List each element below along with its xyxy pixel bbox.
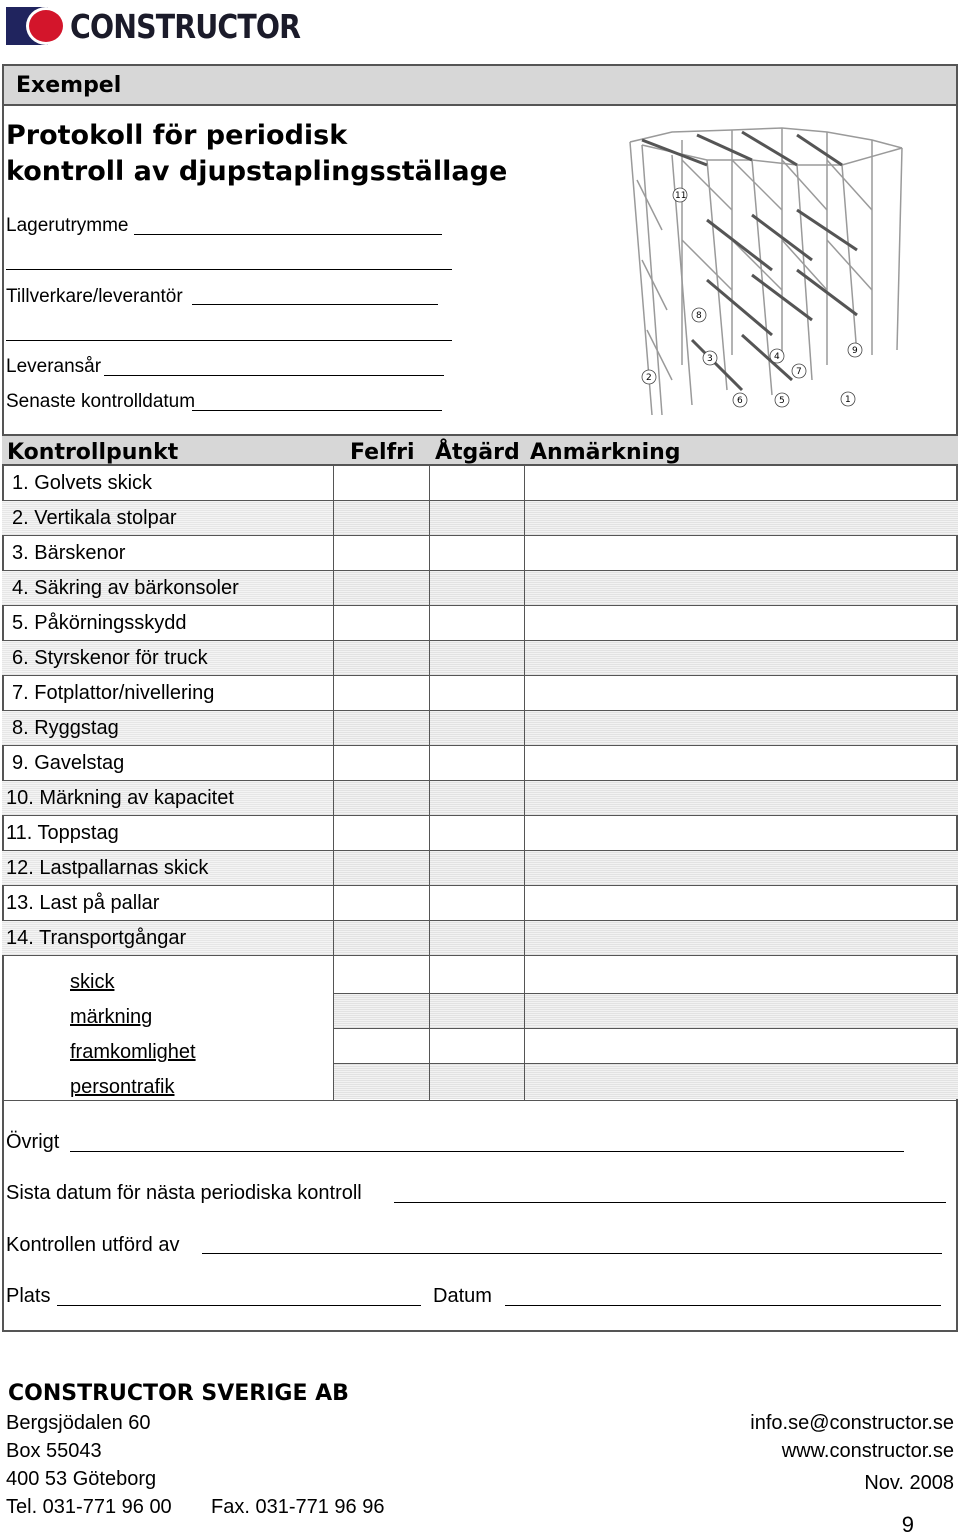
ovrigt-label: Övrigt (6, 1131, 60, 1153)
datum-field[interactable] (505, 1305, 941, 1306)
sista-datum-field[interactable] (394, 1202, 946, 1203)
subrow-label: persontrafik (70, 1076, 175, 1098)
footer-address1: Bergsjödalen 60 (6, 1412, 151, 1434)
row-cells[interactable] (333, 536, 958, 570)
subrow-cells[interactable] (333, 1064, 958, 1099)
row-label: 10. Märkning av kapacitet (6, 787, 234, 809)
table-row (2, 921, 958, 956)
row-label: 1. Golvets skick (12, 472, 153, 494)
subrow-label: skick (70, 971, 115, 993)
footer-web[interactable]: www.constructor.se (781, 1440, 954, 1462)
svg-text:3: 3 (707, 354, 713, 364)
svg-text:8: 8 (696, 311, 702, 321)
constructor-logo (6, 5, 338, 47)
row-label: 11. Toppstag (6, 822, 119, 844)
lagerutrymme-label: Lagerutrymme (6, 215, 129, 236)
column-divider (333, 466, 334, 1100)
row-cells[interactable] (333, 676, 958, 710)
row-cells[interactable] (333, 641, 958, 675)
logo-text: CONSTRUCTOR (70, 6, 301, 46)
row-cells[interactable] (333, 606, 958, 640)
table-row (2, 641, 958, 676)
footer-date: Nov. 2008 (864, 1472, 954, 1494)
row-label: 3. Bärskenor (12, 542, 126, 564)
row-label: 5. Påkörningsskydd (12, 612, 187, 634)
tillverkare-field-extra[interactable] (6, 340, 452, 341)
tillverkare-label: Tillverkare/leverantör (6, 286, 183, 307)
subrow-label: märkning (70, 1006, 153, 1028)
table-row (2, 851, 958, 886)
row-cells[interactable] (333, 886, 958, 920)
table-row (2, 466, 958, 501)
subrow-cells[interactable] (333, 1029, 958, 1064)
lagerutrymme-field-extra[interactable] (6, 269, 452, 270)
senaste-label: Senaste kontrolldatum (6, 391, 196, 412)
table-row (2, 606, 958, 641)
svg-text:6: 6 (737, 396, 743, 406)
column-divider (524, 466, 525, 1100)
row-label: 12. Lastpallarnas skick (6, 857, 209, 879)
plats-label: Plats (6, 1285, 51, 1307)
table-row (2, 781, 958, 816)
svg-text:11: 11 (675, 191, 687, 201)
row-cells[interactable] (333, 746, 958, 780)
datum-label: Datum (433, 1285, 492, 1307)
row-cells[interactable] (333, 851, 958, 885)
table-row (2, 501, 958, 536)
form-title (6, 118, 507, 190)
table-row (2, 886, 958, 921)
svg-text:1: 1 (845, 395, 851, 405)
table-row (2, 536, 958, 571)
footer-fax: Fax. 031-771 96 96 (211, 1496, 385, 1518)
ovrigt-field[interactable] (70, 1151, 904, 1152)
svg-text:9: 9 (852, 346, 858, 356)
header-anmarkning: Anmärkning (530, 440, 681, 465)
row-label: 4. Säkring av bärkonsoler (12, 577, 239, 599)
leveransar-label: Leveransår (6, 356, 102, 377)
row-label: 9. Gavelstag (12, 752, 125, 774)
utford-av-field[interactable] (202, 1253, 942, 1254)
header-atgard: Åtgärd (435, 440, 520, 465)
form-title-line1: Protokoll för periodisk (6, 120, 348, 151)
table-bottom-border (2, 1100, 958, 1101)
lagerutrymme-field[interactable] (134, 234, 442, 235)
tillverkare-field[interactable] (192, 304, 438, 305)
row-cells[interactable] (333, 781, 958, 815)
row-cells[interactable] (333, 571, 958, 605)
logo-mark-icon (6, 5, 68, 47)
column-divider (429, 466, 430, 1100)
subrow-cells[interactable] (333, 994, 958, 1029)
table-row (2, 746, 958, 781)
example-label: Exempel (16, 73, 122, 98)
row-cells[interactable] (333, 816, 958, 850)
row-cells[interactable] (333, 501, 958, 535)
svg-text:7: 7 (796, 367, 802, 377)
table-row (2, 711, 958, 746)
footer-tel: Tel. 031-771 96 00 (6, 1496, 172, 1518)
page-number: 9 (901, 1512, 914, 1533)
svg-text:4: 4 (774, 352, 780, 362)
svg-text:5: 5 (779, 396, 785, 406)
utford-av-label: Kontrollen utförd av (6, 1234, 180, 1256)
row-label: 13. Last på pallar (6, 892, 160, 914)
row-cells[interactable] (333, 921, 958, 955)
footer-email[interactable]: info.se@constructor.se (750, 1412, 954, 1434)
leveransar-field[interactable] (104, 375, 444, 376)
table-row (2, 571, 958, 606)
rack-illustration (612, 120, 912, 425)
row-cells[interactable] (333, 466, 958, 500)
table-header (2, 434, 958, 466)
row-label: 7. Fotplattor/nivellering (12, 682, 215, 704)
table-row (2, 816, 958, 851)
header-felfri: Felfri (350, 440, 415, 465)
subrow-cells[interactable] (333, 959, 958, 994)
table-row (2, 676, 958, 711)
row-label: 6. Styrskenor för truck (12, 647, 208, 669)
plats-field[interactable] (57, 1305, 421, 1306)
subrow-label: framkomlighet (70, 1041, 196, 1063)
row-label: 2. Vertikala stolpar (12, 507, 177, 529)
sista-datum-label: Sista datum för nästa periodiska kontroll (6, 1182, 362, 1204)
form-title-line2: kontroll av djupstaplingsställage (6, 156, 508, 187)
svg-text:2: 2 (646, 373, 652, 383)
footer-address3: 400 53 Göteborg (6, 1468, 157, 1490)
footer-address2: Box 55043 (6, 1440, 102, 1462)
senaste-field[interactable] (192, 410, 442, 411)
header-kontrollpunkt: Kontrollpunkt (7, 440, 179, 465)
row-label: 14. Transportgångar (6, 927, 187, 949)
footer-company: CONSTRUCTOR SVERIGE AB (8, 1381, 349, 1406)
row-label: 8. Ryggstag (12, 717, 119, 739)
row-cells[interactable] (333, 711, 958, 745)
example-header-bar (4, 66, 956, 106)
